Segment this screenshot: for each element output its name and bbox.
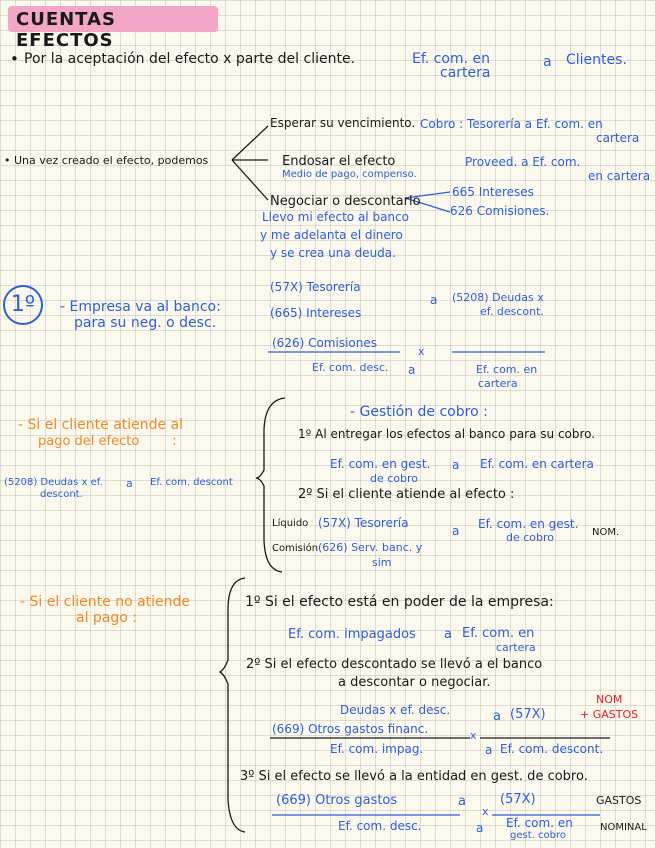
section-3-case2-nom: NOM [596,693,623,706]
section-3-case3-a: a [458,794,466,809]
section-3-case3-debit-2: Ef. com. desc. [338,819,422,833]
section-1-credit-ef-line2: cartera [478,377,518,390]
option-endosar-entry-line2: en cartera [588,169,651,183]
section-2-comision-label: Comisión [272,543,319,554]
section-3-case1-credit-line1: Ef. com. en [462,626,535,641]
intro-debit-line2: cartera [440,65,491,81]
section-2-comision-account-line1: (626) Serv. banc. y [318,541,423,554]
intro-credit: Clientes. [566,52,627,68]
section-3-case3: 3º Si el efecto se llevó a la entidad en gest. de cobro. [240,769,588,784]
section-1-credit-ef-line1: Ef. com. en [476,363,538,376]
intro-bullet: • [10,50,19,68]
section-2-comision-account-line2: sim [372,556,392,569]
section-2-desc-line1: - Si el cliente atiende al [18,417,184,433]
section-2-step1-credit: Ef. com. en cartera [480,457,594,471]
section-2-entry-left-line2: descont. [40,489,83,500]
section-3-case1: 1º Si el efecto está en poder de la empresa: [245,594,554,610]
option-endosar-note: Medio de pago, compenso. [282,169,417,180]
section-3-case2-debit-2: (669) Otros gastos financ. [272,722,429,736]
section-2-step2-credit-line1: Ef. com. en gest. [478,517,579,531]
option-endosar: Endosar el efecto [282,154,396,169]
branch-line-esperar [232,126,268,160]
section-3-case3-credit-1: (57X) [500,792,536,807]
branch-line-negociar [232,160,268,200]
section-2-step2-credit-line2: de cobro [506,531,555,544]
option-negociar-665: 665 Intereses [452,185,534,199]
section-2-colon: : [172,433,177,449]
option-esperar-entry-line1: Cobro : Tesorería a Ef. com. en [420,117,603,131]
section-3-case3-a2: a [476,821,484,835]
section-1-x: x [418,345,425,358]
section-3-case3-credit-2-line1: Ef. com. en [506,816,573,830]
section-1-desc-line2: para su neg. o desc. [74,315,217,331]
option-esperar-entry-line2: cartera [596,131,640,145]
section-3-case2-credit: (57X) [510,707,546,722]
section-2-liquido-label: Líquido [272,518,309,529]
section-1-a: a [430,293,438,307]
section-1-debit-ef: Ef. com. desc. [312,361,389,374]
section-2-desc-line2: pago del efecto [38,434,140,449]
section-1-desc-line1: - Empresa va al banco: [60,299,221,315]
section-3-case3-gastos: GASTOS [596,794,642,807]
section-2-step1-a: a [452,458,460,472]
option-negociar-note-1: Llevo mi efecto al banco [262,210,409,224]
option-negociar: Negociar o descontarlo [270,194,421,209]
section-3-desc-line1: - Si el cliente no atiende [20,594,191,610]
section-1-number: 1º [3,285,43,325]
section-1-debit-intereses: (665) Intereses [270,306,362,320]
page-title: CUENTAS EFECTOS [16,9,116,51]
section-2-step2: 2º Si el cliente atiende al efecto : [298,487,515,502]
section-3-case2-a: a [493,709,501,724]
section-3-case1-a: a [444,627,452,642]
section-3-case3-debit-1: (669) Otros gastos [276,793,398,808]
option-endosar-entry-line1: Proveed. a Ef. com. [465,155,581,169]
section-2-step1: 1º Al entregar los efectos al banco para su cobro. [298,427,596,441]
section-2-nom: NOM. [592,527,620,538]
section-3-case2-credit-2: Ef. com. descont. [500,742,604,756]
section-2-head: - Gestión de cobro : [350,404,488,420]
intro-debit-line1: Ef. com. en [412,51,490,67]
section-2-entry-a: a [126,477,133,490]
section-3-case2-x: x [470,729,477,742]
section-3-case3-x: x [482,805,489,818]
option-esperar: Esperar su vencimiento. [270,116,416,130]
section-2-step1-debit-line1: Ef. com. en gest. [330,457,431,471]
section-1-debit-tesoreria: (57X) Tesorería [270,280,361,294]
section-2-liquido-account: (57X) Tesorería [318,516,409,530]
brace-impago [220,578,245,832]
section-1-a2: a [408,363,416,377]
section-3-case3-credit-2-line2: gest. cobro [510,830,566,841]
section-2-entry-left-line1: (5208) Deudas x ef. [4,477,103,488]
option-negociar-626: 626 Comisiones. [450,204,550,218]
intro-text: Por la aceptación del efecto x parte del cliente. [24,51,356,67]
option-negociar-note-3: y se crea una deuda. [270,246,396,260]
section-3-case2-gastos: + GASTOS [580,708,639,721]
section-2-entry-right: Ef. com. descont [150,477,233,488]
section-3-desc-line2: al pago : [76,610,138,626]
options-lead: • Una vez creado el efecto, podemos [4,154,209,167]
section-3-case3-nominal: NOMINAL [600,822,647,833]
intro-sep: a [543,54,552,70]
section-3-case2-line2: a descontar o negociar. [338,675,491,690]
section-3-case2-a2: a [485,743,493,757]
section-1-debit-comisiones: (626) Comisiones [272,336,377,350]
section-3-case2-debit-1: Deudas x ef. desc. [340,703,451,717]
option-negociar-note-2: y me adelanta el dinero [260,228,403,242]
section-1-credit-line2: ef. descont. [480,305,544,318]
section-3-case1-debit: Ef. com. impagados [288,627,416,642]
section-3-case1-credit-line2: cartera [496,641,536,654]
section-2-step2-a: a [452,524,460,538]
section-3-case2-debit-3: Ef. com. impag. [330,742,424,756]
section-1-credit-line1: (5208) Deudas x [452,291,544,304]
section-2-step1-debit-line2: de cobro [370,472,419,485]
section-3-case2-line1: 2º Si el efecto descontado se llevó a el banco [246,657,543,672]
